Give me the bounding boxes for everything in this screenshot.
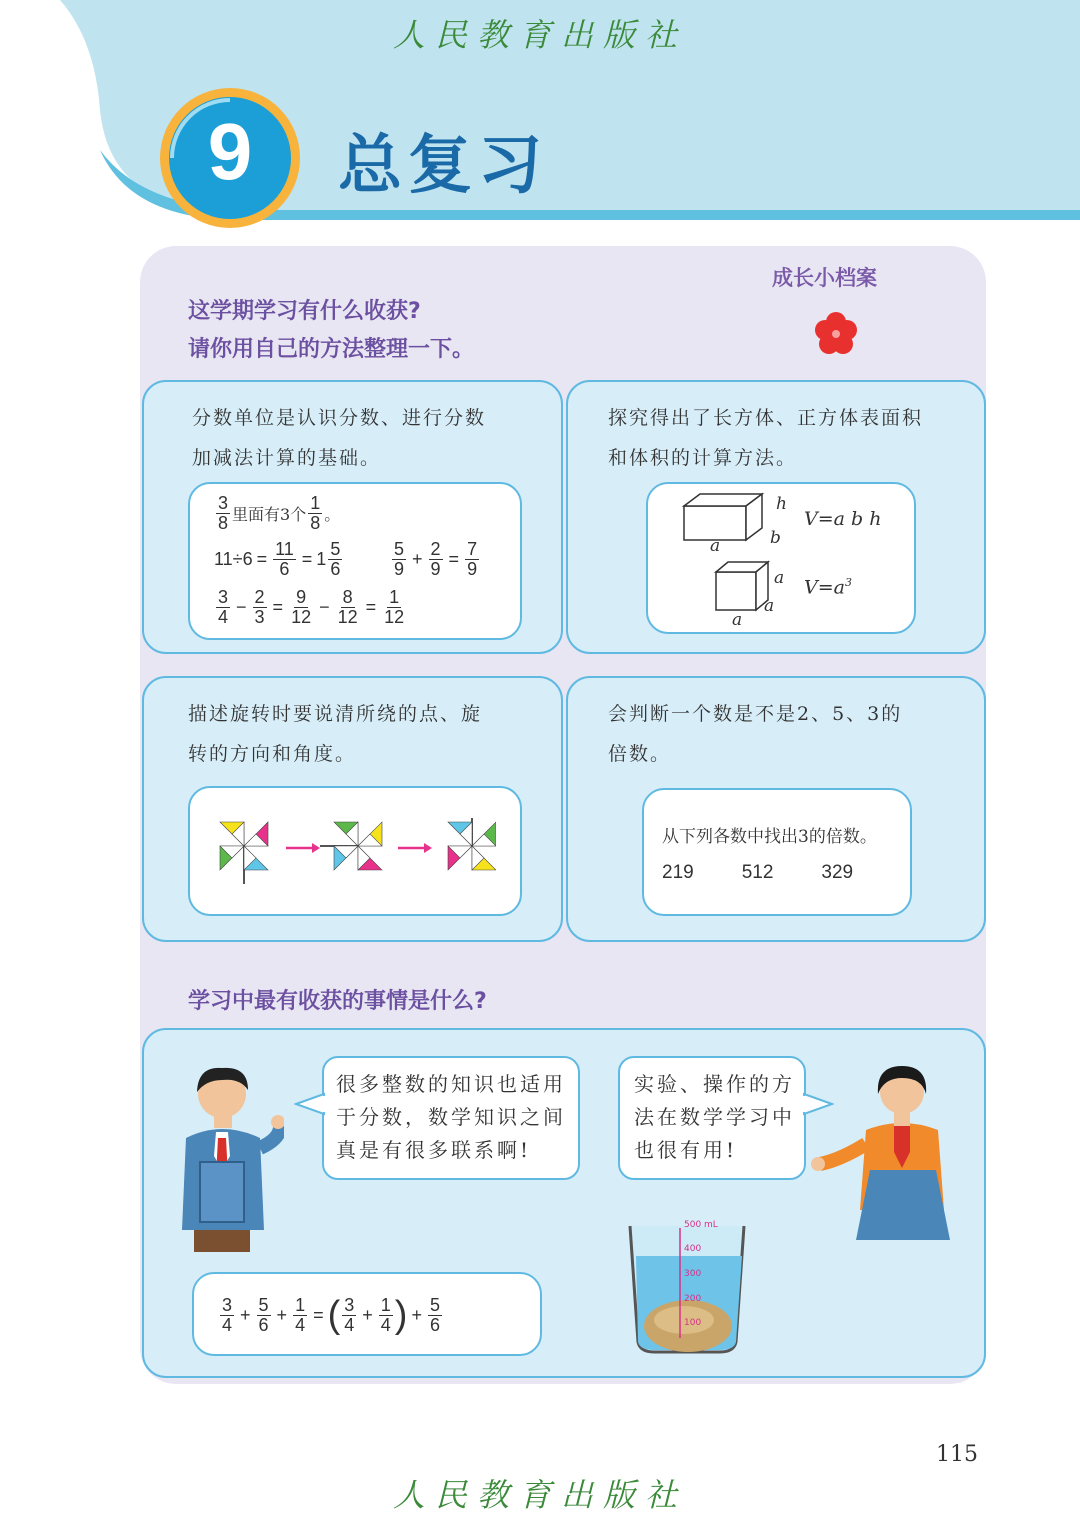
speech-right-line2: 法在数学学习中 xyxy=(634,1105,795,1129)
volume-card-text-line1: 探究得出了长方体、正方体表面积 xyxy=(608,407,924,429)
fraction: 3 4 xyxy=(344,1295,355,1335)
fraction-card-text-line1: 分数单位是认识分数、进行分数 xyxy=(192,407,487,429)
fraction: 3 4 xyxy=(218,587,229,627)
fraction: $\frac{1}{4}$ xyxy=(380,1295,391,1335)
label-length: a xyxy=(710,536,721,556)
pinwheel-box xyxy=(188,786,522,916)
rotation-card-text-line1: 描述旋转时要说清所绕的点、旋 xyxy=(188,703,483,725)
chapter-title: 总复习 xyxy=(338,129,548,203)
girl-illustration xyxy=(810,1060,970,1240)
number-item: 219 xyxy=(662,862,694,883)
label-width: b xyxy=(770,528,781,548)
fraction-example-4: 3 4 − $\frac{2}{3}$ = $\frac{9}{12}$ − $\frac{8}{12}$ = $\frac{1}{12}$ xyxy=(218,587,405,627)
cube-volume-formula: $V=a^3$ xyxy=(804,576,852,599)
fraction: 3 4 xyxy=(222,1295,233,1335)
fraction: $\frac{11}{6}$ xyxy=(275,539,294,579)
beaker-mark-400: 400 xyxy=(684,1244,702,1254)
rotation-card-text-line2: 转的方向和角度。 xyxy=(188,743,357,765)
beaker-mark-200: 200 xyxy=(684,1294,702,1304)
flower-icon xyxy=(814,312,858,356)
question-harvest-line1: 这学期学习有什么收获? xyxy=(188,299,421,324)
beaker-illustration xyxy=(624,1214,750,1354)
fraction: $\frac{5}{6}$ xyxy=(429,1295,440,1335)
fraction: $\frac{1}{4}$ xyxy=(295,1295,306,1335)
volume-formula-box xyxy=(646,482,916,634)
fraction: 3 8 xyxy=(218,493,229,533)
publisher-logo-top: 人民教育出版社 xyxy=(392,16,687,54)
fraction: 5 9 xyxy=(394,539,405,579)
multiples-card xyxy=(566,676,986,942)
fraction: $\frac{1}{12}$ xyxy=(384,587,405,627)
fraction: $\frac{7}{9}$ xyxy=(467,539,478,579)
speech-left-line1: 很多整数的知识也适用 xyxy=(336,1072,566,1096)
fraction: $\frac{2}{9}$ xyxy=(430,539,441,579)
multiples-task-text: 从下列各数中找出3的倍数。 xyxy=(662,827,877,847)
fraction: $\frac{9}{12}$ xyxy=(291,587,312,627)
bubble-tail-left xyxy=(294,1092,326,1116)
speech-right-line3: 也很有用! xyxy=(634,1138,738,1162)
fraction-unit-card xyxy=(142,380,563,654)
fraction-example-3: 5 9 + $\frac{2}{9}$ = $\frac{7}{9}$ xyxy=(394,539,478,579)
label-cube-side-right: a xyxy=(774,568,785,588)
page-number: 115 xyxy=(936,1442,978,1467)
fraction-example-2: 11÷6 = $\frac{11}{6}$ = 1 5 6 xyxy=(214,539,341,579)
label-cube-side-depth: a xyxy=(764,596,775,616)
label-height: h xyxy=(776,494,787,514)
volume-card xyxy=(566,380,986,654)
speech-right-line1: 实验、操作的方 xyxy=(634,1072,795,1096)
multiples-card-text-line1: 会判断一个数是不是2、5、3的 xyxy=(608,703,903,725)
associative-equation-box xyxy=(192,1272,542,1356)
chapter-number: 9 xyxy=(207,107,253,196)
cuboid-volume-formula: V=a b h xyxy=(804,508,882,530)
fraction: $\frac{5}{6}$ xyxy=(258,1295,269,1335)
number-item: 512 xyxy=(741,862,774,883)
number-list xyxy=(662,862,901,884)
question-harvest-line2: 请你用自己的方法整理一下。 xyxy=(188,337,475,362)
learning-gain-card xyxy=(142,1028,986,1378)
fraction-example-1: 3 8 里面有3个 1 8 。 xyxy=(218,493,341,533)
associative-equation: 3 4 + $\frac{5}{6}$ + $\frac{1}{4}$ = ( 3 4 + $\frac{1}{4}$ ) + $\frac{5}{6}$ xyxy=(222,1294,440,1336)
multiples-card-text-line2: 倍数。 xyxy=(608,743,672,765)
beaker-mark-500: 500 mL xyxy=(684,1220,718,1230)
rotation-card xyxy=(142,676,563,942)
volume-card-text-line2: 和体积的计算方法。 xyxy=(608,447,798,469)
publisher-logo-bottom: 人民教育出版社 xyxy=(392,1476,687,1514)
boy-illustration xyxy=(164,1058,284,1256)
fraction: $\frac{2}{3}$ xyxy=(254,587,265,627)
beaker-mark-100: 100 xyxy=(684,1318,702,1328)
multiples-task-box xyxy=(642,788,912,916)
beaker-mark-300: 300 xyxy=(684,1269,702,1279)
fraction-example-text: 里面有3个 xyxy=(232,505,307,524)
speech-left-line3: 真是有很多联系啊! xyxy=(336,1138,532,1162)
fraction: $\frac{8}{12}$ xyxy=(337,587,358,627)
growth-archive-title: 成长小档案 xyxy=(772,266,877,290)
fraction-examples-box xyxy=(188,482,522,640)
fraction-card-text-line2: 加减法计算的基础。 xyxy=(192,447,382,469)
speech-left-line2: 于分数，数学知识之间 xyxy=(336,1105,566,1129)
pinwheel-rotation-sequence xyxy=(216,818,496,890)
fraction: 1 8 xyxy=(310,493,321,533)
number-item: 329 xyxy=(821,862,854,883)
question-best-gain: 学习中最有收获的事情是什么? xyxy=(188,989,487,1014)
label-cube-side-bottom: a xyxy=(732,610,743,630)
fraction: 5 6 xyxy=(330,539,341,579)
